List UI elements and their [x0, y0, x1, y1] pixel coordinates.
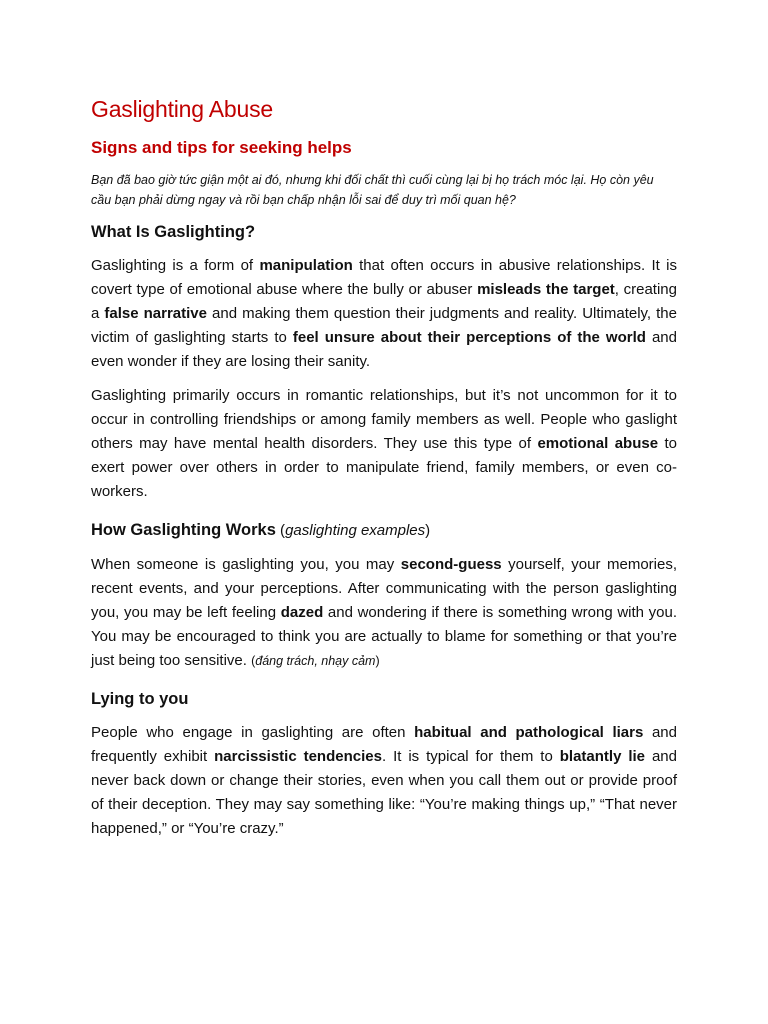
- bold-term: emotional abuse: [537, 435, 659, 452]
- paragraph-how-it-works: When someone is gaslighting you, you may second-guess yourself, your memories, recent events, and your perceptions. After communicating with the person gaslighting you, you may be left feeling dazed and wondering if there is something wrong with you. You may be encouraged to think you are actually to blame for something or that you’re just being too sensitive. (đáng trách, nhạy cảm): [91, 556, 677, 669]
- bold-term: blatantly lie: [559, 748, 646, 765]
- document-title: Gaslighting Abuse: [91, 96, 274, 122]
- paragraph-occurrence: Gaslighting primarily occurs in romantic relationships, but it’s not uncommon for it to occur in controlling friendships or among family members as well. People who gaslight others may have mental health disorders. They use this type of emotional abuse to exert power over others in order to manipulate friend, family members, or even co-workers.: [91, 387, 677, 500]
- document-subtitle: Signs and tips for seeking helps: [91, 138, 352, 157]
- bold-term: dazed: [280, 604, 324, 621]
- section-heading-what-is: What Is Gaslighting?: [91, 223, 256, 241]
- intro-paragraph: Bạn đã bao giờ tức giận một ai đó, nhưng khi đối chất thì cuối cùng lại bị họ trách móc lại. Họ còn yêu cầu bạn phải dừng ngay và rồi bạn chấp nhận lỗi sai để duy trì mối quan hệ?: [91, 173, 654, 207]
- section-heading-how-it-works: How Gaslighting Works (gaslighting examples): [91, 521, 431, 539]
- bold-term: narcissistic tendencies: [214, 748, 382, 765]
- bold-term: feel unsure about their perceptions of the world: [292, 329, 646, 346]
- bold-term: second-guess: [400, 556, 502, 573]
- bold-term: misleads the target: [477, 281, 615, 298]
- bold-term: manipulation: [259, 257, 353, 274]
- heading-note: gaslighting examples: [285, 522, 426, 539]
- bold-term: false narrative: [104, 305, 207, 322]
- translation-note: (đáng trách, nhạy cảm): [251, 654, 380, 668]
- paragraph-definition: Gaslighting is a form of manipulation that often occurs in abusive relationships. It is covert type of emotional abuse where the bully or abuser misleads the target, creating a false narrative and making them question their judgments and reality. Ultimately, the victim of gaslighting starts to feel unsure about their perceptions of the world and even wonder if they are losing their sanity.: [91, 257, 677, 370]
- paragraph-lying: People who engage in gaslighting are often habitual and pathological liars and frequently exhibit narcissistic tendencies. It is typical for them to blatantly lie and never back down or change their stories, even when you call them out or provide proof of their deception. They may say something like: “You’re making things up,” “That never happened,” or “You’re crazy.”: [91, 724, 677, 837]
- document-body: [91, 94, 677, 841]
- section-heading-lying: Lying to you: [91, 690, 189, 708]
- bold-term: habitual and pathological liars: [414, 724, 644, 741]
